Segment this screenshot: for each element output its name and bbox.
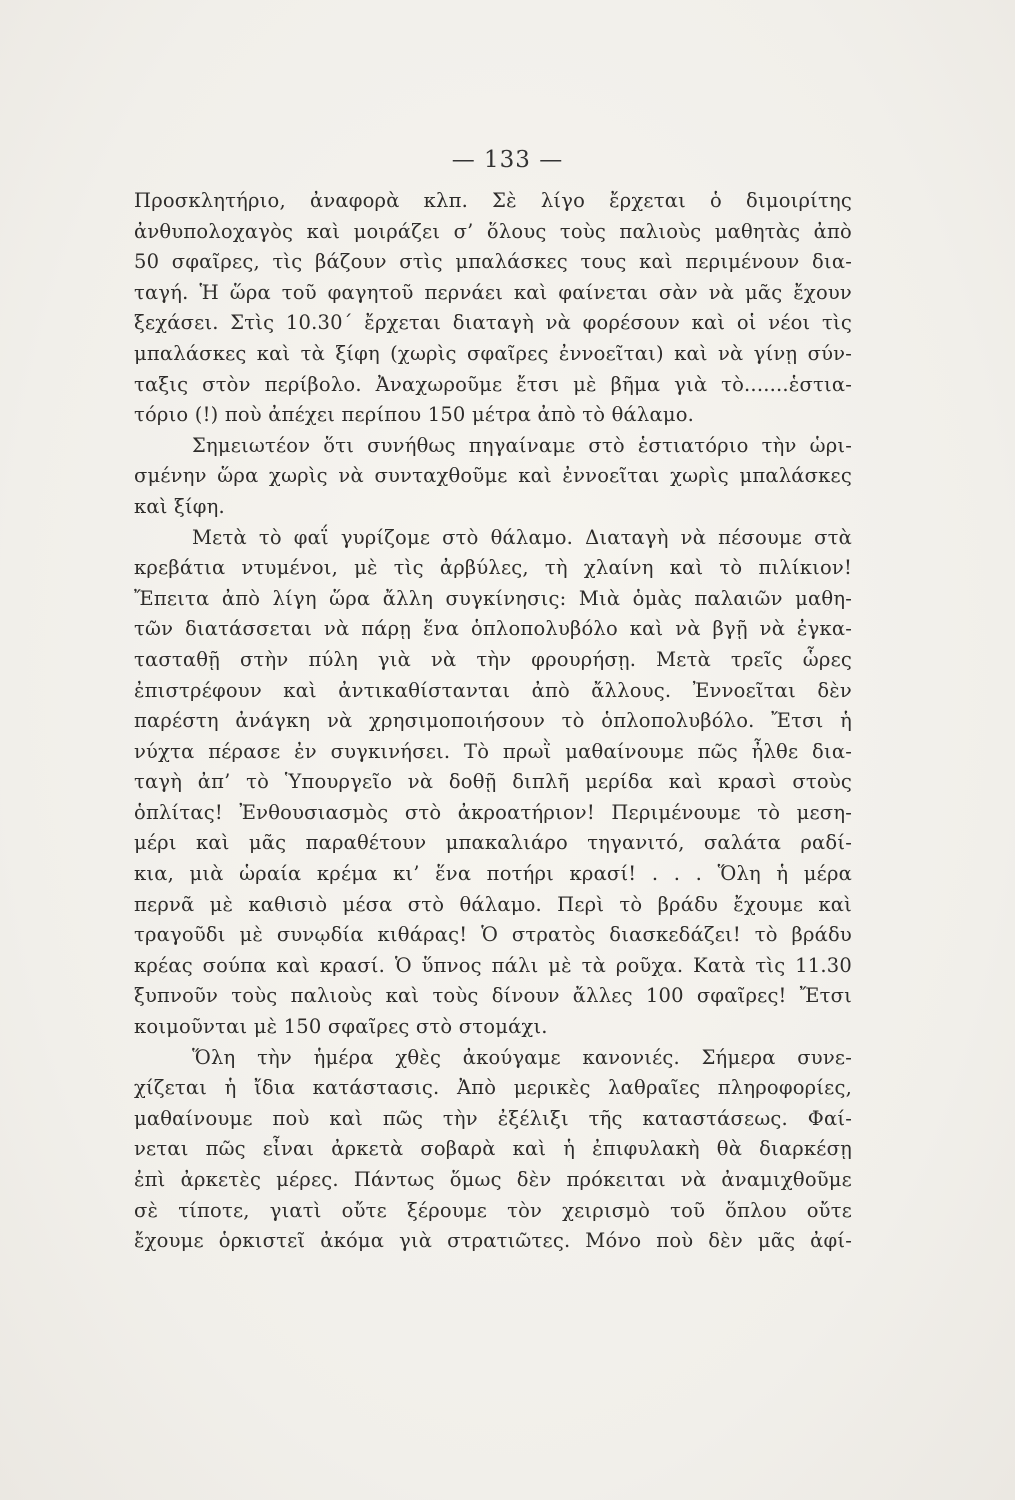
text-line: ἔχουμε ὁρκιστεῖ ἀκόμα γιὰ στρατιῶτες. Μόνο ποὺ δὲν μᾶς ἀφί- bbox=[134, 1229, 852, 1253]
text-line: σμένην ὥρα χωρὶς νὰ συνταχθοῦμε καὶ ἐννοεῖται χωρὶς μπαλάσκες bbox=[134, 464, 852, 488]
text-line: μέρι καὶ μᾶς παραθέτουν μπακαλιάρο τηγανιτό, σαλάτα ραδί- bbox=[134, 831, 852, 855]
text-line: Μετὰ τὸ φαΐ γυρίζομε στὸ θάλαμο. Διαταγὴ νὰ πέσουμε στὰ bbox=[192, 525, 852, 549]
text-line: ταξις στὸν περίβολο. Ἀναχωροῦμε ἔτσι μὲ βῆμα γιὰ τὸ.......ἑστια- bbox=[134, 372, 852, 396]
text-line: ἐπὶ ἀρκετὲς μέρες. Πάντως ὅμως δὲν πρόκειται νὰ ἀναμιχθοῦμε bbox=[134, 1168, 852, 1191]
body-text bbox=[134, 186, 852, 1257]
text-line: τόριο (!) ποὺ ἀπέχει περίπου 150 μέτρα ἀπὸ τὸ θάλαμο. bbox=[134, 403, 695, 427]
text-line: ταγὴ ἀπ’ τὸ Ὑπουργεῖο νὰ δοθῇ διπλῆ μερίδα καὶ κρασὶ στοὺς bbox=[134, 770, 852, 794]
text-line: σὲ τίποτε, γιατὶ οὔτε ξέρουμε τὸν χειρισμὸ τοῦ ὅπλου οὔτε bbox=[134, 1198, 852, 1222]
text-line: Σημειωτέον ὅτι συνήθως πηγαίναμε στὸ ἑστιατόριο τὴν ὡρι- bbox=[192, 433, 852, 457]
text-line: Προσκλητήριο, ἀναφορὰ κλπ. Σὲ λίγο ἔρχεται ὁ διμοιρίτης bbox=[134, 189, 852, 212]
text-line: τασταθῇ στὴν πύλη γιὰ νὰ τὴν φρουρήσῃ. Μετὰ τρεῖς ὧρες bbox=[134, 647, 852, 671]
page-number: — 133 — bbox=[451, 147, 564, 173]
text-line: περνᾶ μὲ καθισιὸ μέσα στὸ θάλαμο. Περὶ τὸ βράδυ ἔχουμε καὶ bbox=[134, 892, 852, 916]
text-line: ἐπιστρέφουν καὶ ἀντικαθίστανται ἀπὸ ἄλλους. Ἐννοεῖται δὲν bbox=[134, 678, 852, 702]
text-line: μπαλάσκες καὶ τὰ ξίφη (χωρὶς σφαῖρες ἐννοεῖται) καὶ νὰ γίνῃ σύν- bbox=[134, 341, 852, 365]
text-line: Ἔπειτα ἀπὸ λίγη ὥρα ἄλλη συγκίνησις: Μιὰ ὁμὰς παλαιῶν μαθη- bbox=[134, 586, 852, 610]
text-line: ξυπνοῦν τοὺς παλιοὺς καὶ τοὺς δίνουν ἄλλες 100 σφαῖρες! Ἔτσι bbox=[134, 984, 852, 1008]
text-line: ὁπλίτας! Ἐνθουσιασμὸς στὸ ἀκροατήριον! Περιμένουμε τὸ μεση- bbox=[134, 800, 852, 824]
text-line: κοιμοῦνται μὲ 150 σφαῖρες στὸ στομάχι. bbox=[134, 1015, 548, 1039]
text-line: καὶ ξίφη. bbox=[134, 494, 225, 518]
text-line: κια, μιὰ ὡραία κρέμα κι’ ἕνα ποτήρι κρασί! . . . Ὅλη ἡ μέρα bbox=[134, 862, 852, 886]
text-line: ταγή. Ἡ ὥρα τοῦ φαγητοῦ περνάει καὶ φαίνεται σὰν νὰ μᾶς ἔχουν bbox=[134, 280, 852, 304]
text-line: ἀνθυπολοχαγὸς καὶ μοιράζει σ’ ὅλους τοὺς παλιοὺς μαθητὰς ἀπὸ bbox=[134, 219, 852, 243]
text-line: μαθαίνουμε ποὺ καὶ πῶς τὴν ἐξέλιξι τῆς καταστάσεως. Φαί- bbox=[134, 1106, 852, 1130]
text-line: κρέας σούπα καὶ κρασί. Ὁ ὕπνος πάλι μὲ τὰ ροῦχα. Κατὰ τὶς 11.30 bbox=[134, 953, 852, 977]
text-line: νύχτα πέρασε ἐν συγκινήσει. Τὸ πρωῒ μαθαίνουμε πῶς ἦλθε δια- bbox=[134, 739, 852, 763]
text-line: 50 σφαῖρες, τὶς βάζουν στὶς μπαλάσκες τους καὶ περιμένουν δια- bbox=[134, 250, 852, 274]
text-line: παρέστη ἀνάγκη νὰ χρησιμοποιήσουν τὸ ὁπλοπολυβόλο. Ἔτσι ἡ bbox=[134, 709, 852, 733]
text-line: κρεβάτια ντυμένοι, μὲ τὶς ἀρβύλες, τὴ χλαίνη καὶ τὸ πιλίκιον! bbox=[134, 556, 852, 580]
text-line: νεται πῶς εἶναι ἀρκετὰ σοβαρὰ καὶ ἡ ἐπιφυλακὴ θὰ διαρκέσῃ bbox=[134, 1137, 852, 1161]
text-line: Ὅλη τὴν ἡμέρα χθὲς ἀκούγαμε κανονιές. Σήμερα συνε- bbox=[192, 1045, 852, 1069]
text-line: τραγοῦδι μὲ συνῳδία κιθάρας! Ὁ στρατὸς διασκεδάζει! τὸ βράδυ bbox=[134, 923, 852, 947]
text-line: χίζεται ἡ ἴδια κατάστασις. Ἀπὸ μερικὲς λαθραῖες πληροφορίες, bbox=[134, 1076, 852, 1100]
text-line: τῶν διατάσσεται νὰ πάρῃ ἕνα ὁπλοπολυβόλο καὶ νὰ βγῇ νὰ ἐγκα- bbox=[134, 617, 852, 641]
text-line: ξεχάσει. Στὶς 10.30΄ ἔρχεται διαταγὴ νὰ φορέσουν καὶ οἱ νέοι τὶς bbox=[134, 311, 852, 335]
